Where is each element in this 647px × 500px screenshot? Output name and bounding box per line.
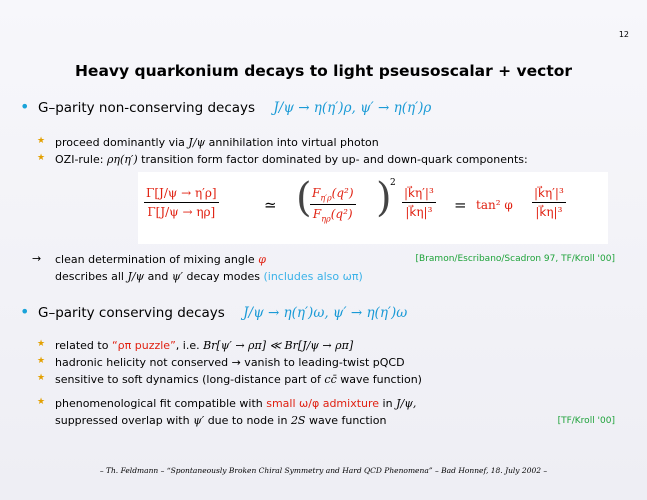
star-icon: ★ bbox=[37, 339, 46, 349]
list-item-continued: suppressed overlap with ψ′ due to node in 2S wave function bbox=[55, 414, 387, 427]
form-factor-ratio: $F_{\eta'\rho}(q^2)$ $F_{\eta\rho}(q^2)$ bbox=[312, 186, 354, 224]
page-number: 12 bbox=[618, 30, 629, 39]
list-item: ★ phenomenological fit compatible with small ω/φ admixture in J/ψ, bbox=[37, 397, 417, 410]
describes-line: describes all J/ψ and ψ′ decay modes (includes also ωπ) bbox=[55, 270, 363, 283]
bullet-icon: • bbox=[20, 97, 30, 116]
reference: [Bramon/Escribano/Scadron 97, TF/Kroll '00] bbox=[415, 254, 615, 264]
star-icon: ★ bbox=[37, 153, 46, 163]
section-label: G–parity non-conserving decays bbox=[38, 100, 256, 116]
result-line: clean determination of mixing angle φ bbox=[55, 253, 266, 266]
star-icon: ★ bbox=[37, 136, 46, 146]
section-formula: J/ψ → η(η′)ω, ψ′ → η(η′)ω bbox=[243, 305, 408, 321]
footer: – Th. Feldmann – “Spontaneously Broken Chiral Symmetry and Hard QCD Phenomena” – Bad Honnef, 18. July 2002 – bbox=[99, 466, 548, 475]
width-ratio: $\frac{\Gamma[J/\psi \to \eta'\rho]}{\Gamma[J/\psi \to \eta\rho]}$ bbox=[146, 186, 217, 219]
section-heading-conserving bbox=[20, 302, 408, 321]
reference: [TF/Kroll '00] bbox=[557, 416, 615, 426]
arrow-icon: → bbox=[32, 252, 42, 265]
ratio-equation: $\frac{\Gamma[J/\psi \to \eta'\rho]}{\Gamma[J/\psi \to \eta\rho]}$ ≃ ( $F_{\eta'\rho}(q^2)$ $F_{\eta\rho}(q^2)$ ) 2 $\frac{\text{|k⃗η′|³}}{\text{|k⃗η|³}}$ = tan² φ $\frac{\text{|k⃗η′|³}}{\text{|k⃗η|³}}$ bbox=[138, 172, 608, 244]
slide-title: Heavy quarkonium decays to light pseusoscalar + vector bbox=[74, 62, 573, 80]
list-item: ★ OZI-rule: ρη(η′) transition form factor dominated by up- and down-quark components: bbox=[37, 153, 528, 166]
list-item: ★ related to “ρπ puzzle”, i.e. Br[ψ′ → ρπ] ≪ Br[J/ψ → ρπ] bbox=[37, 339, 354, 352]
section-label: G–parity conserving decays bbox=[38, 305, 225, 321]
star-icon: ★ bbox=[37, 397, 46, 407]
section-heading-non-conserving bbox=[20, 97, 432, 116]
list-item: ★ sensitive to soft dynamics (long-distance part of cc̄ wave function) bbox=[37, 373, 422, 386]
list-item: ★ proceed dominantly via J/ψ annihilation into virtual photon bbox=[37, 136, 379, 149]
star-icon: ★ bbox=[37, 373, 46, 383]
momentum-ratio: $\frac{\text{|k⃗η′|³}}{\text{|k⃗η|³}}$ bbox=[404, 186, 434, 219]
section-formula: J/ψ → η(η′)ρ, ψ′ → η(η′)ρ bbox=[273, 100, 432, 116]
momentum-ratio-2: $\frac{\text{|k⃗η′|³}}{\text{|k⃗η|³}}$ bbox=[534, 186, 564, 219]
star-icon: ★ bbox=[37, 356, 46, 366]
list-item: ★ hadronic helicity not conserved → vanish to leading-twist pQCD bbox=[37, 356, 405, 369]
bullet-icon: • bbox=[20, 302, 30, 321]
